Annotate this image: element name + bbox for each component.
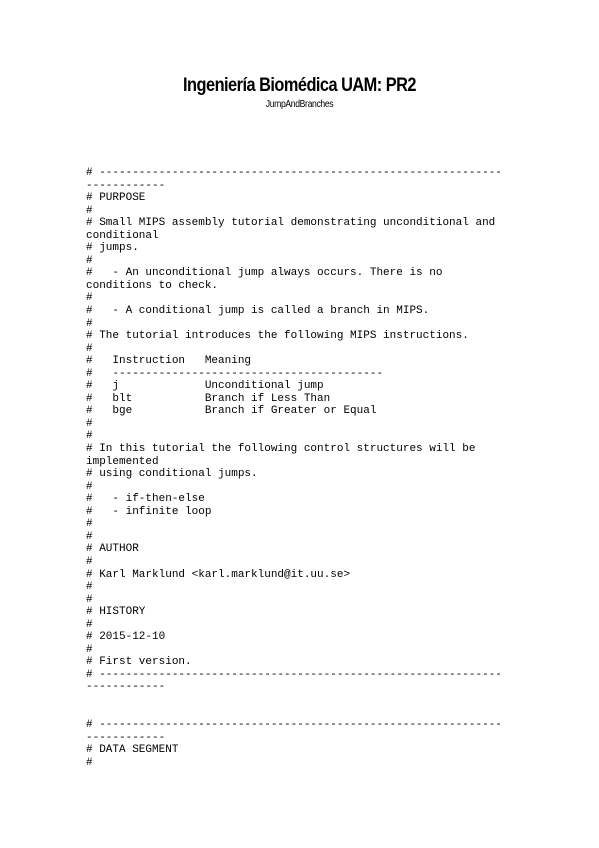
code-line: # <box>86 417 93 430</box>
code-line: conditions to check. <box>86 279 219 292</box>
code-line: # <box>86 518 93 531</box>
code-line: # <box>86 618 93 631</box>
code-line: # AUTHOR <box>86 543 139 556</box>
code-line: # <box>86 480 93 493</box>
code-line: # ------------------------------------------------------------- <box>86 167 502 179</box>
code-line: # - if-then-else <box>86 493 205 506</box>
page-title: Ingeniería Biomédica UAM: PR2 <box>183 75 416 96</box>
code-line: # jumps. <box>86 242 139 255</box>
code-line: # <box>86 317 93 330</box>
code-line: # <box>86 593 93 606</box>
code-line: # Small MIPS assembly tutorial demonstrating unconditional and <box>86 217 496 230</box>
code-line: # DATA SEGMENT <box>86 744 179 757</box>
code-line: # <box>86 254 93 267</box>
code-line: # <box>86 530 93 543</box>
code-line: # 2015-12-10 <box>86 631 166 644</box>
code-line: # - A conditional jump is called a branch in MIPS. <box>86 305 430 318</box>
code-line: # HISTORY <box>86 606 146 619</box>
code-line: # First version. <box>86 656 192 669</box>
code-line: # The tutorial introduces the following MIPS instructions. <box>86 330 469 343</box>
code-line: # <box>86 555 93 568</box>
code-line: # ------------------------------------------------------------- <box>86 719 502 732</box>
code-line: # <box>86 204 93 217</box>
code-line: # j Unconditional jump <box>86 380 324 393</box>
code-line: # ------------------------------------------------------------- <box>86 668 502 681</box>
code-line: # blt Branch if Less Than <box>86 392 331 405</box>
code-line: ------------ <box>86 681 166 694</box>
code-line: # bge Branch if Greater or Equal <box>86 405 377 418</box>
page-header <box>0 74 599 111</box>
code-line: # Karl Marklund <karl.marklund@it.uu.se> <box>86 568 351 581</box>
code-line: # <box>86 581 93 594</box>
code-line: # <box>86 342 93 355</box>
code-line <box>86 707 526 720</box>
code-line: # In this tutorial the following control structures will be <box>86 443 476 456</box>
code-line: implemented <box>86 455 159 468</box>
code-line: # Instruction Meaning <box>86 355 252 368</box>
code-line: # <box>86 430 93 443</box>
code-line: # PURPOSE <box>86 192 146 205</box>
code-line: # <box>86 292 93 305</box>
code-line: # - infinite loop <box>86 505 212 518</box>
code-line: ------------ <box>86 731 166 744</box>
code-line <box>86 694 526 707</box>
code-line: # using conditional jumps. <box>86 468 258 481</box>
code-line: ------------ <box>86 179 166 192</box>
code-listing <box>86 167 526 769</box>
code-line: conditional <box>86 229 159 242</box>
page-subtitle: JumpAndBranches <box>265 99 334 110</box>
code-line: # ----------------------------------------- <box>86 367 384 380</box>
code-line: # <box>86 643 93 656</box>
code-line: # - An unconditional jump always occurs. There is no <box>86 267 443 280</box>
code-line: # <box>86 756 93 769</box>
